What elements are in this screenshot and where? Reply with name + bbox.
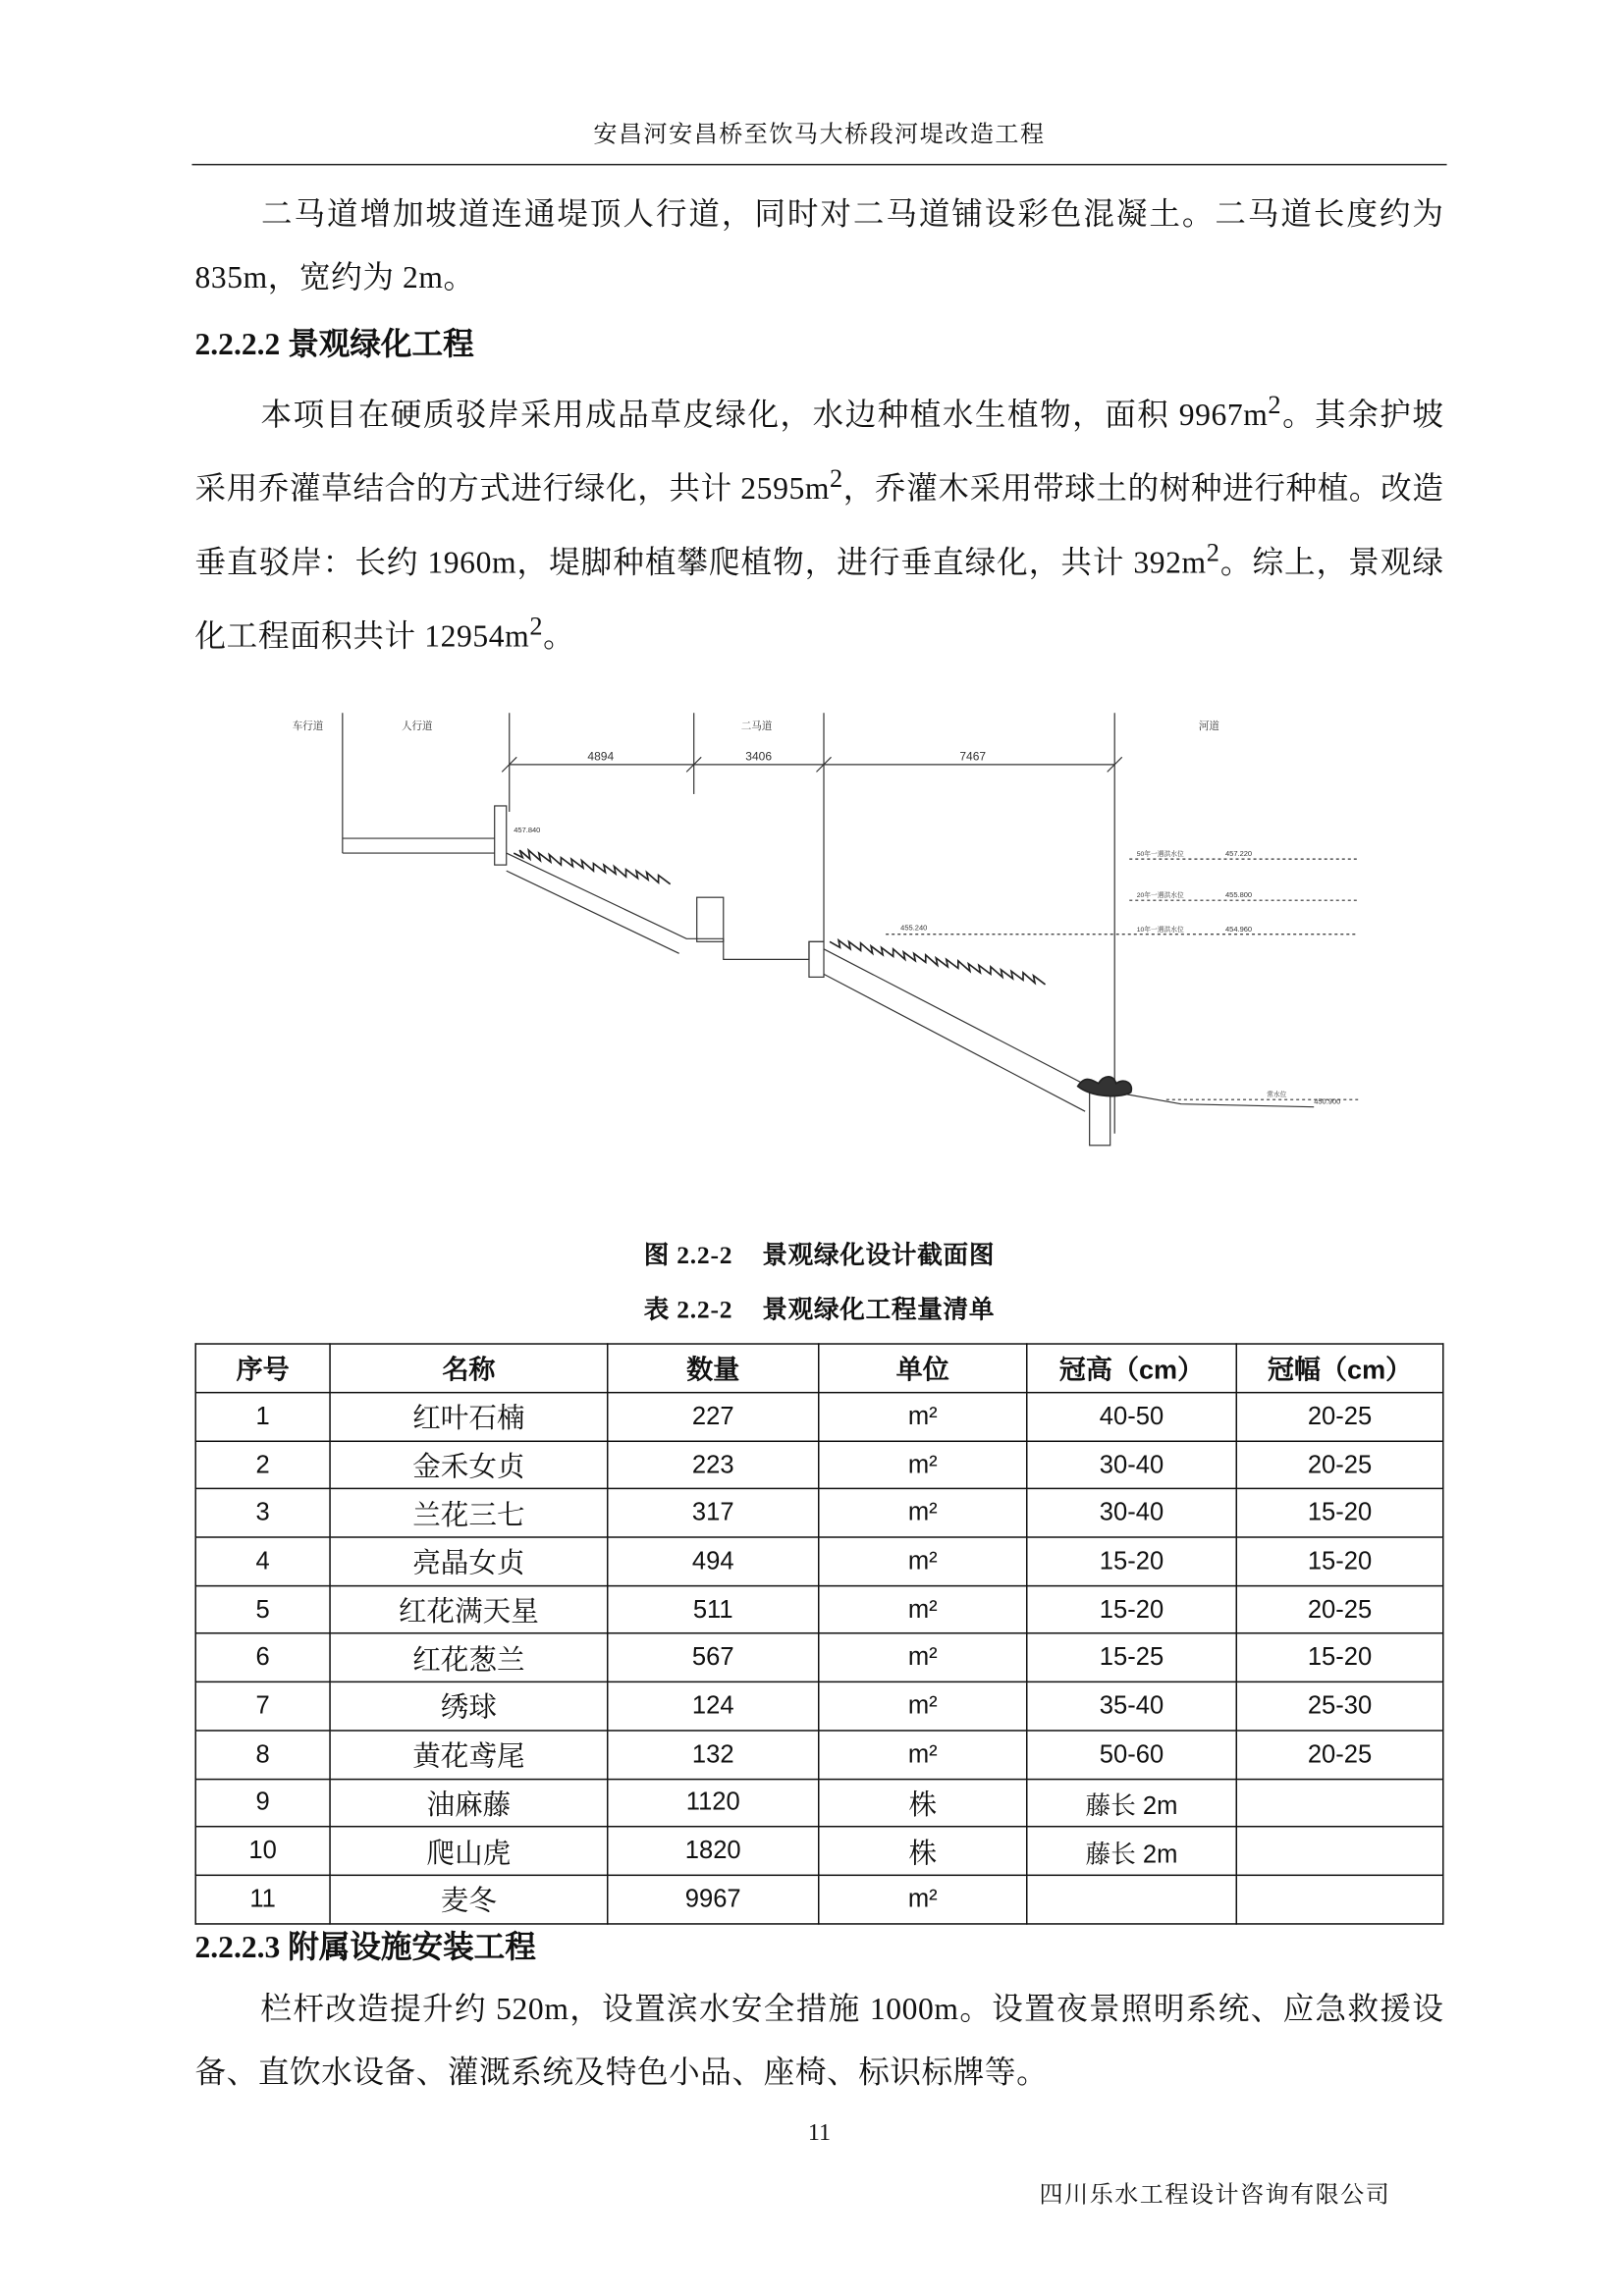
figure-title: 景观绿化设计截面图 — [762, 1241, 996, 1270]
label-normal-wl: 常水位 — [1267, 1092, 1287, 1099]
cell-crown-height: 15-25 — [1027, 1633, 1237, 1682]
cell-quantity: 494 — [608, 1537, 819, 1585]
column-header: 序号 — [195, 1344, 330, 1393]
cell-quantity: 227 — [608, 1393, 819, 1441]
table-row — [195, 1585, 1443, 1633]
cell-name: 红花葱兰 — [330, 1633, 608, 1682]
cell-unit: m² — [819, 1393, 1027, 1441]
column-header: 数量 — [608, 1344, 819, 1393]
cell-index: 4 — [195, 1537, 330, 1585]
cell-quantity: 567 — [608, 1633, 819, 1682]
cell-quantity: 511 — [608, 1585, 819, 1633]
table-row — [195, 1875, 1443, 1923]
section-heading-facilities: 2.2.2.3 附属设施安装工程 — [194, 1929, 536, 1965]
cell-crown-width: 15-20 — [1236, 1489, 1443, 1537]
table-number: 表 2.2-2 — [643, 1296, 733, 1324]
cell-quantity: 1120 — [608, 1779, 819, 1827]
running-header: 安昌河安昌桥至饮马大桥段河堤改造工程 — [593, 122, 1046, 148]
paragraph-berm — [194, 183, 1443, 309]
section-heading-landscape: 2.2.2.2 景观绿化工程 — [194, 326, 474, 362]
label-road: 车行道 — [292, 720, 324, 732]
cell-name: 绣球 — [330, 1682, 608, 1731]
cell-crown-width: 15-20 — [1236, 1633, 1443, 1682]
column-header: 冠高（cm） — [1027, 1344, 1237, 1393]
cell-crown-height: 50-60 — [1027, 1731, 1237, 1779]
para2-part-c: ，乔灌木采用带球土的树种进行种植。改造垂直驳岸：长约 1960m，堤脚种植攀爬植物，进行垂直绿化，共计 392m — [194, 470, 1444, 580]
footer-company: 四川乐水工程设计咨询有限公司 — [1039, 2182, 1391, 2209]
para2-part-e: 。 — [543, 618, 575, 655]
para2-part-d: 。综上，景观绿化工程面积共计 12954m — [194, 544, 1444, 655]
cell-index: 5 — [195, 1585, 330, 1633]
cell-name: 金禾女贞 — [330, 1441, 608, 1489]
paragraph-facilities-text: 栏杆改造提升约 520m，设置滨水安全措施 1000m。设置夜景照明系统、应急救援设备、直饮水设备、灌溉系统及特色小品、座椅、标识标牌等。 — [194, 1991, 1444, 2091]
cell-crown-width — [1236, 1779, 1443, 1827]
cell-crown-height: 藤长 2m — [1027, 1827, 1237, 1875]
page-number: 11 — [807, 2120, 832, 2147]
cell-index: 7 — [195, 1682, 330, 1731]
cell-unit: m² — [819, 1875, 1027, 1923]
cell-name: 黄花鸢尾 — [330, 1731, 608, 1779]
cell-quantity: 132 — [608, 1731, 819, 1779]
cell-crown-width: 20-25 — [1236, 1441, 1443, 1489]
superscript: 2 — [830, 463, 843, 494]
label-river: 河道 — [1198, 720, 1219, 732]
table-row — [195, 1682, 1443, 1731]
cell-index: 6 — [195, 1633, 330, 1682]
table-title: 景观绿化工程量清单 — [762, 1296, 996, 1324]
cell-quantity: 317 — [608, 1489, 819, 1537]
cell-crown-width: 20-25 — [1236, 1393, 1443, 1441]
cell-unit: m² — [819, 1731, 1027, 1779]
label-berm: 二马道 — [740, 720, 773, 732]
cell-quantity: 124 — [608, 1682, 819, 1731]
table-row — [195, 1633, 1443, 1682]
cell-crown-width: 20-25 — [1236, 1731, 1443, 1779]
paragraph-facilities — [194, 1978, 1443, 2105]
table-row — [195, 1393, 1443, 1441]
superscript: 2 — [1268, 389, 1282, 420]
cell-name: 爬山虎 — [330, 1827, 608, 1875]
cell-crown-height: 藤长 2m — [1027, 1779, 1237, 1827]
cell-crown-height — [1027, 1875, 1237, 1923]
value-wl-50: 457.220 — [1224, 849, 1253, 859]
label-wl-50: 50年一遇洪水位 — [1136, 851, 1184, 859]
cell-unit: m² — [819, 1633, 1027, 1682]
cell-index: 3 — [195, 1489, 330, 1537]
cell-crown-height: 30-40 — [1027, 1489, 1237, 1537]
cell-crown-width — [1236, 1875, 1443, 1923]
cell-name: 亮晶女贞 — [330, 1537, 608, 1585]
table-row — [195, 1489, 1443, 1537]
cell-crown-height: 15-20 — [1027, 1537, 1237, 1585]
cell-crown-height: 40-50 — [1027, 1393, 1237, 1441]
dimension-2: 3406 — [745, 749, 773, 764]
cell-crown-width: 20-25 — [1236, 1585, 1443, 1633]
cell-unit: m² — [819, 1585, 1027, 1633]
cell-quantity: 9967 — [608, 1875, 819, 1923]
figure-number: 图 2.2-2 — [643, 1241, 733, 1270]
label-wl-20: 20年一遇洪水位 — [1136, 892, 1184, 900]
figure-caption — [191, 1234, 1446, 1271]
cell-unit: m² — [819, 1489, 1027, 1537]
table-row — [195, 1537, 1443, 1585]
label-wl-10: 10年一遇洪水位 — [1136, 926, 1184, 934]
column-header: 名称 — [330, 1344, 608, 1393]
cell-name: 麦冬 — [330, 1875, 608, 1923]
table-caption — [191, 1289, 1446, 1326]
value-wl-10: 454.960 — [1224, 924, 1253, 934]
superscript: 2 — [1206, 537, 1220, 567]
cell-crown-height: 15-20 — [1027, 1585, 1237, 1633]
cell-quantity: 1820 — [608, 1827, 819, 1875]
elevation-berm: 455.240 — [900, 923, 928, 933]
cell-index: 9 — [195, 1779, 330, 1827]
table-header-row — [195, 1344, 1443, 1393]
table-row — [195, 1731, 1443, 1779]
header-divider — [191, 164, 1446, 166]
cell-unit: m² — [819, 1537, 1027, 1585]
para2-part-a: 本项目在硬质驳岸采用成品草皮绿化，水边种植水生植物，面积 9967m — [259, 397, 1269, 433]
table-row — [195, 1779, 1443, 1827]
cell-unit: m² — [819, 1682, 1027, 1731]
elevation-top: 457.840 — [514, 826, 541, 835]
cell-index: 1 — [195, 1393, 330, 1441]
value-wl-20: 455.800 — [1224, 890, 1253, 900]
dimension-3: 7467 — [959, 749, 987, 764]
cell-index: 2 — [195, 1441, 330, 1489]
cell-index: 8 — [195, 1731, 330, 1779]
paragraph-landscape — [194, 373, 1443, 668]
cell-crown-height: 30-40 — [1027, 1441, 1237, 1489]
table-row — [195, 1827, 1443, 1875]
elevation-bottom: 450.900 — [1314, 1096, 1341, 1106]
para2-part-b: 。其余护坡采用乔灌草结合的方式进行绿化，共计 2595m — [194, 397, 1444, 507]
landscape-cross-section-drawing — [281, 706, 1359, 1166]
cell-quantity: 223 — [608, 1441, 819, 1489]
label-walkway: 人行道 — [401, 720, 433, 732]
cell-unit: 株 — [819, 1827, 1027, 1875]
cell-name: 兰花三七 — [330, 1489, 608, 1537]
planting-quantity-table — [194, 1343, 1443, 1924]
cell-name: 油麻藤 — [330, 1779, 608, 1827]
cell-crown-width: 25-30 — [1236, 1682, 1443, 1731]
cell-index: 10 — [195, 1827, 330, 1875]
column-header: 单位 — [819, 1344, 1027, 1393]
cell-index: 11 — [195, 1875, 330, 1923]
paragraph-berm-text: 二马道增加坡道连通堤顶人行道，同时对二马道铺设彩色混凝土。二马道长度约为 835m，宽约为 2m。 — [194, 195, 1444, 295]
dimension-1: 4894 — [587, 749, 615, 764]
cell-unit: m² — [819, 1441, 1027, 1489]
superscript: 2 — [529, 611, 544, 641]
cell-unit: 株 — [819, 1779, 1027, 1827]
table-row — [195, 1441, 1443, 1489]
cell-crown-width — [1236, 1827, 1443, 1875]
cell-crown-width: 15-20 — [1236, 1537, 1443, 1585]
column-header: 冠幅（cm） — [1236, 1344, 1443, 1393]
cell-name: 红花满天星 — [330, 1585, 608, 1633]
cell-name: 红叶石楠 — [330, 1393, 608, 1441]
cell-crown-height: 35-40 — [1027, 1682, 1237, 1731]
